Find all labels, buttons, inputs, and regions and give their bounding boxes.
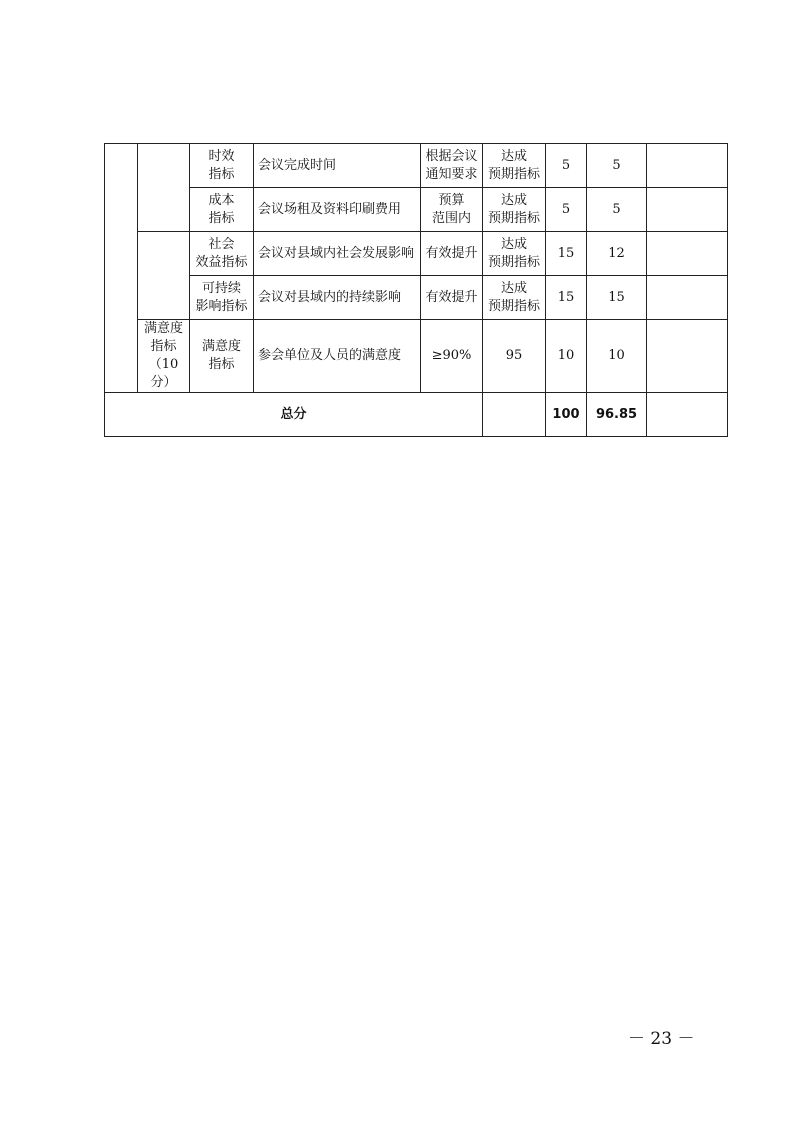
weight-cell: 5 — [546, 144, 587, 188]
weight-cell: 15 — [546, 232, 587, 276]
note-cell — [647, 276, 728, 320]
level3-cell: 满意度 指标 — [190, 320, 254, 393]
table-row — [105, 320, 728, 393]
score-cell: 15 — [587, 276, 647, 320]
weight-cell: 5 — [546, 188, 587, 232]
level2-cell — [138, 144, 190, 232]
actual-cell: 达成 预期指标 — [483, 232, 546, 276]
level3-cell: 成本 指标 — [190, 188, 254, 232]
performance-table — [104, 143, 728, 437]
content-cell: 会议场租及资料印刷费用 — [254, 188, 421, 232]
note-cell — [647, 144, 728, 188]
weight-cell: 10 — [546, 320, 587, 393]
target-cell: 预算 范围内 — [421, 188, 483, 232]
table-row — [105, 232, 728, 276]
note-cell — [647, 232, 728, 276]
target-cell: 有效提升 — [421, 276, 483, 320]
note-cell — [647, 320, 728, 393]
score-cell: 12 — [587, 232, 647, 276]
actual-cell: 达成 预期指标 — [483, 276, 546, 320]
actual-cell: 达成 预期指标 — [483, 144, 546, 188]
table-row — [105, 144, 728, 188]
page-number: － 23 － — [628, 1029, 695, 1049]
content-cell: 参会单位及人员的满意度 — [254, 320, 421, 393]
table-row — [105, 188, 728, 232]
level2-cell: 满意度 指标 （10 分） — [138, 320, 190, 393]
content-cell: 会议完成时间 — [254, 144, 421, 188]
content-cell: 会议对县域内社会发展影响 — [254, 232, 421, 276]
level1-cell — [105, 144, 138, 393]
score-cell: 5 — [587, 144, 647, 188]
target-cell: ≥90% — [421, 320, 483, 393]
actual-cell: 达成 预期指标 — [483, 188, 546, 232]
table-row — [105, 276, 728, 320]
target-cell: 根据会议 通知要求 — [421, 144, 483, 188]
weight-cell: 15 — [546, 276, 587, 320]
total-empty-cell — [483, 393, 546, 437]
content-cell: 会议对县域内的持续影响 — [254, 276, 421, 320]
total-note-cell — [647, 393, 728, 437]
total-row — [105, 393, 728, 437]
total-label: 总分 — [105, 393, 483, 437]
level3-cell: 可持续 影响指标 — [190, 276, 254, 320]
level3-cell: 社会 效益指标 — [190, 232, 254, 276]
actual-cell: 95 — [483, 320, 546, 393]
level2-cell — [138, 232, 190, 320]
score-cell: 5 — [587, 188, 647, 232]
total-weight: 100 — [546, 393, 587, 437]
note-cell — [647, 188, 728, 232]
total-score: 96.85 — [587, 393, 647, 437]
target-cell: 有效提升 — [421, 232, 483, 276]
level3-cell: 时效 指标 — [190, 144, 254, 188]
score-cell: 10 — [587, 320, 647, 393]
